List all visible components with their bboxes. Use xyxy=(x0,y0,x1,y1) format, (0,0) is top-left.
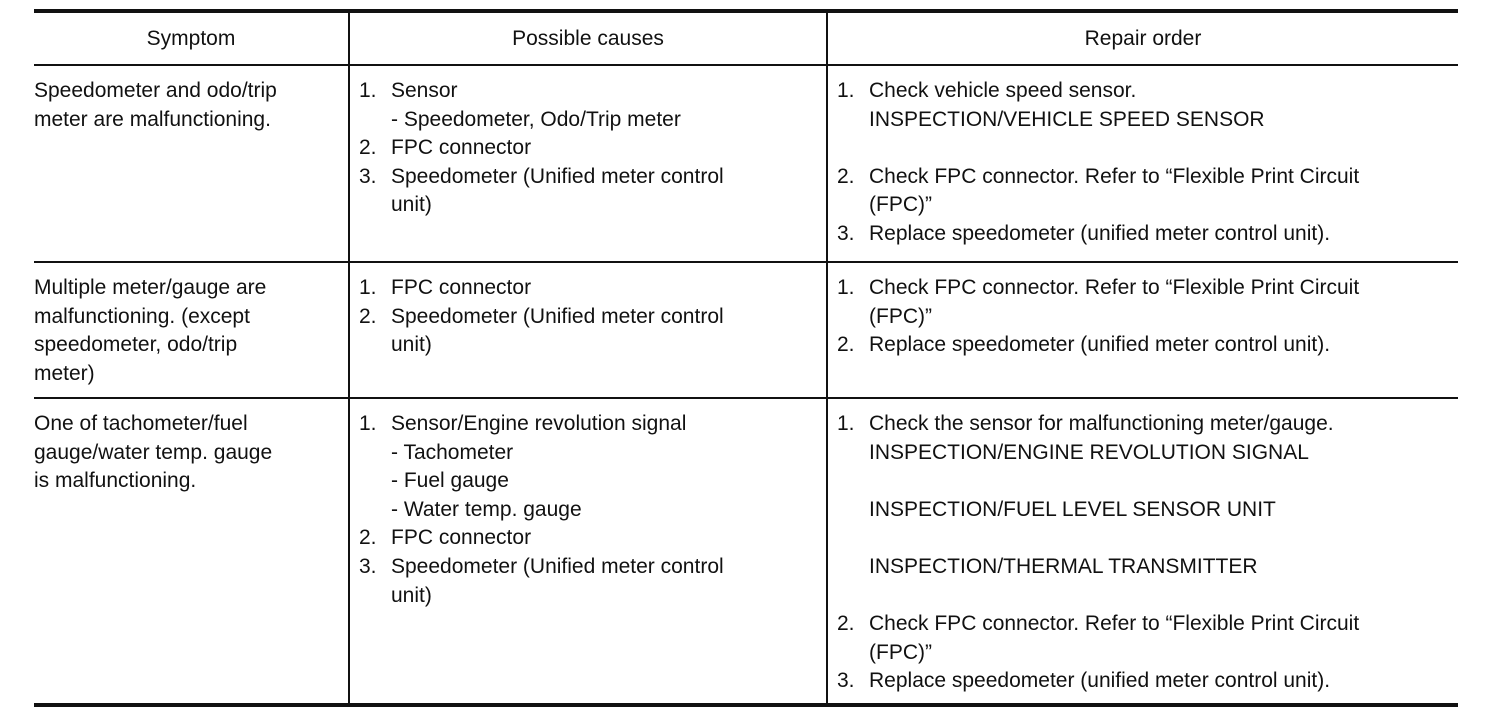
symptom-cell xyxy=(34,65,349,262)
item-number: 2. xyxy=(837,333,855,357)
list-item xyxy=(828,163,1458,192)
list-item xyxy=(350,134,826,163)
causes-cell xyxy=(349,262,827,398)
item-number: 1. xyxy=(359,276,377,299)
symptom-line: speedometer, odo/trip xyxy=(34,333,238,357)
table-row xyxy=(34,65,1458,262)
item-number: 2. xyxy=(837,612,855,636)
spacer xyxy=(828,582,1458,611)
spacer xyxy=(828,134,1458,163)
symptom-line: One of tachometer/fuel xyxy=(34,412,248,435)
symptom-line: malfunctioning. (except xyxy=(34,304,250,328)
header-repair-order: Repair order xyxy=(827,11,1458,65)
symptom-cell xyxy=(34,262,349,398)
item-number: 1. xyxy=(837,276,855,299)
item-number: 1. xyxy=(837,79,855,102)
list-item xyxy=(350,553,826,582)
list-subitem: INSPECTION/ENGINE REVOLUTION SIGNAL xyxy=(869,440,1309,464)
header-possible-causes: Possible causes xyxy=(349,11,827,65)
item-text: Replace speedometer (unified meter control unit). xyxy=(869,333,1331,357)
table-row xyxy=(34,262,1458,398)
item-number: 1. xyxy=(359,79,377,102)
item-number: 3. xyxy=(359,164,377,188)
item-text: Check the sensor for malfunctioning meter/gauge. xyxy=(869,412,1334,435)
list-subitem: (FPC)” xyxy=(869,304,932,328)
list-subitem: - Water temp. gauge xyxy=(391,497,582,521)
list-item xyxy=(350,274,826,303)
item-number: 2. xyxy=(359,304,377,328)
list-item xyxy=(350,410,826,439)
symptom-line: gauge/water temp. gauge xyxy=(34,440,273,464)
symptom-line: meter) xyxy=(34,361,95,385)
list-subitem: unit) xyxy=(391,333,432,357)
repair-cell xyxy=(827,398,1458,705)
list-item xyxy=(828,410,1458,439)
table-row xyxy=(34,398,1458,705)
item-text: Check FPC connector. Refer to “Flexible Print Circuit xyxy=(869,276,1360,299)
item-number: 3. xyxy=(359,554,377,578)
item-text: FPC connector xyxy=(391,276,532,299)
causes-cell xyxy=(349,398,827,705)
item-text: Replace speedometer (unified meter control unit). xyxy=(869,221,1331,245)
item-number: 2. xyxy=(359,526,377,550)
list-item xyxy=(350,163,826,192)
list-subitem: unit) xyxy=(391,583,432,607)
repair-cell xyxy=(827,262,1458,398)
item-text: Speedometer (Unified meter control xyxy=(391,304,724,328)
item-text: FPC connector xyxy=(391,136,532,160)
list-subitem: INSPECTION/THERMAL TRANSMITTER xyxy=(869,554,1258,578)
item-text: Check FPC connector. Refer to “Flexible Print Circuit xyxy=(869,164,1360,188)
symptom-line: meter are malfunctioning. xyxy=(34,107,271,131)
list-item xyxy=(828,274,1458,303)
symptom-line: is malfunctioning. xyxy=(34,469,197,493)
list-item xyxy=(828,220,1458,249)
item-text: Replace speedometer (unified meter control unit). xyxy=(869,669,1331,693)
list-item xyxy=(350,303,826,332)
list-item xyxy=(828,331,1458,360)
spacer xyxy=(828,524,1458,553)
list-subitem: (FPC)” xyxy=(869,193,932,217)
item-text: FPC connector xyxy=(391,526,532,550)
item-number: 1. xyxy=(837,412,855,435)
list-item xyxy=(350,77,826,106)
item-text: Sensor xyxy=(391,79,458,102)
causes-cell xyxy=(349,65,827,262)
header-symptom: Symptom xyxy=(34,11,349,65)
item-text: Speedometer (Unified meter control xyxy=(391,164,724,188)
symptom-table xyxy=(34,9,1458,707)
list-subitem: - Fuel gauge xyxy=(391,469,509,493)
list-item xyxy=(350,524,826,553)
header-row xyxy=(34,11,1458,65)
list-subitem: - Speedometer, Odo/Trip meter xyxy=(391,107,681,131)
item-text: Check FPC connector. Refer to “Flexible Print Circuit xyxy=(869,612,1360,636)
list-subitem: unit) xyxy=(391,193,432,217)
symptom-line: Multiple meter/gauge are xyxy=(34,276,267,299)
spacer xyxy=(828,467,1458,496)
symptom-cell xyxy=(34,398,349,705)
list-subitem: (FPC)” xyxy=(869,640,932,664)
symptom-line: Speedometer and odo/trip xyxy=(34,79,277,102)
item-text: Speedometer (Unified meter control xyxy=(391,554,724,578)
list-item xyxy=(828,667,1458,696)
list-item xyxy=(828,77,1458,106)
list-subitem: - Tachometer xyxy=(391,440,514,464)
list-subitem: INSPECTION/FUEL LEVEL SENSOR UNIT xyxy=(869,497,1276,521)
item-number: 2. xyxy=(837,164,855,188)
item-number: 2. xyxy=(359,136,377,160)
item-number: 3. xyxy=(837,669,855,693)
item-number: 3. xyxy=(837,221,855,245)
item-number: 1. xyxy=(359,412,377,435)
item-text: Sensor/Engine revolution signal xyxy=(391,412,687,435)
repair-cell xyxy=(827,65,1458,262)
list-subitem: INSPECTION/VEHICLE SPEED SENSOR xyxy=(869,107,1265,131)
list-item xyxy=(828,610,1458,639)
item-text: Check vehicle speed sensor. xyxy=(869,79,1137,102)
